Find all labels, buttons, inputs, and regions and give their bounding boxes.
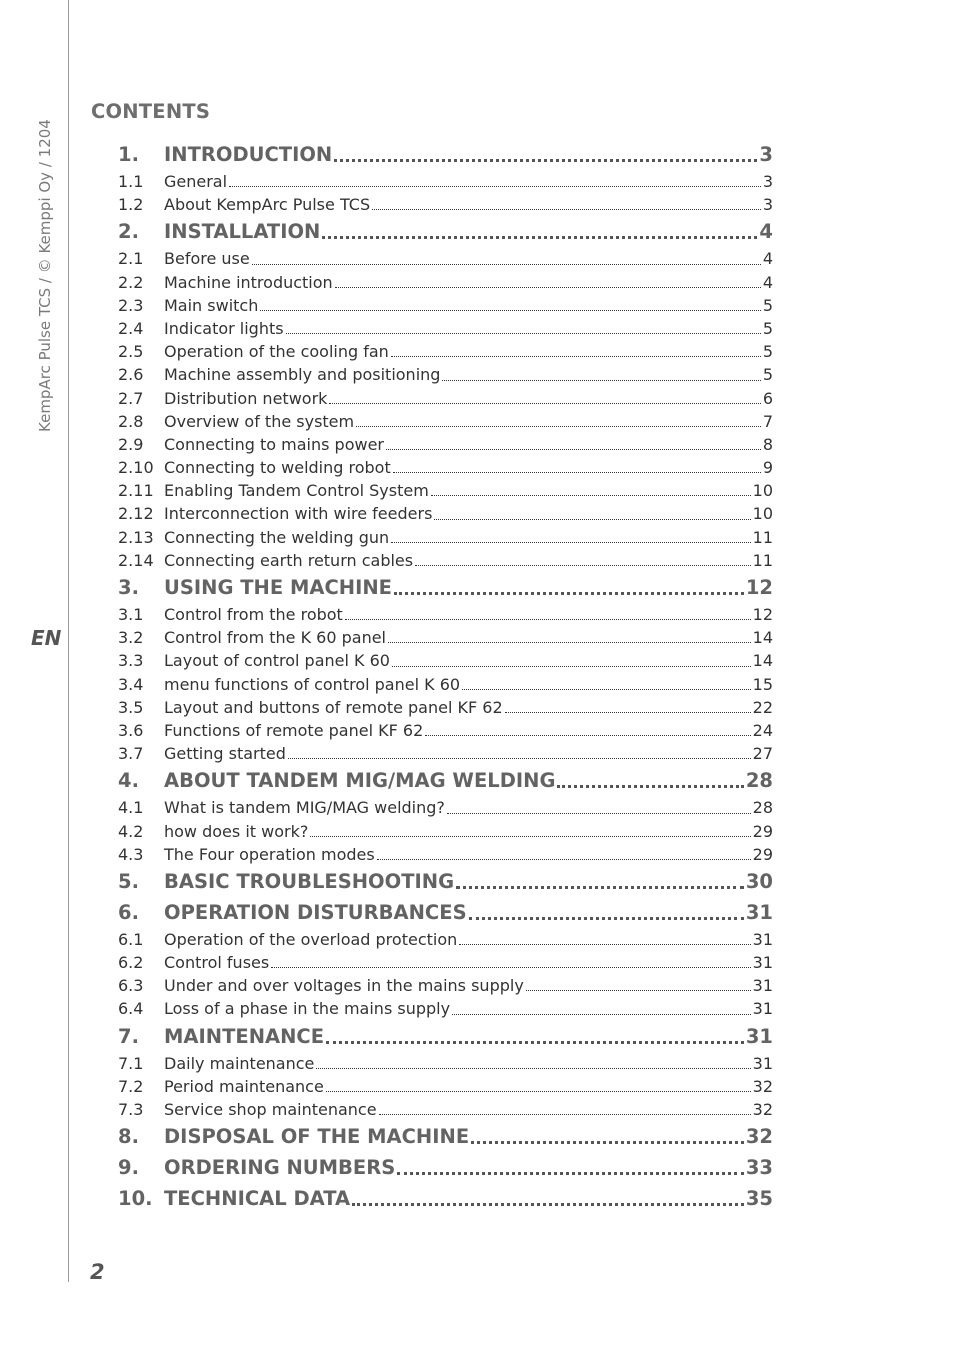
toc-entry-number: 3.6: [118, 720, 144, 740]
toc-entry-page: 3: [759, 143, 773, 166]
toc-entry-page: 3: [762, 172, 773, 191]
toc-entry-title: Distribution network: [164, 388, 328, 408]
toc-entry-title: INSTALLATION: [164, 220, 321, 244]
toc-section-entry[interactable]: [118, 673, 773, 696]
toc-dot-leader: [372, 193, 761, 216]
toc-entry-title: General: [164, 172, 228, 191]
toc-entry-number: 2.1: [118, 249, 144, 269]
toc-chapter-entry[interactable]: [118, 897, 773, 928]
toc-chapter-entry[interactable]: [118, 866, 773, 897]
toc-entry-page: 3: [762, 195, 773, 215]
toc-entry-page: 31: [752, 1053, 773, 1073]
toc-section-entry[interactable]: [118, 626, 773, 649]
toc-entry-number: 2.6: [118, 365, 144, 385]
toc-entry-title: ORDERING NUMBERS: [164, 1156, 396, 1180]
toc-dot-leader: [392, 649, 751, 672]
toc-entry-number: 6.2: [118, 953, 144, 973]
toc-dot-leader: [288, 742, 751, 765]
toc-dot-leader: [310, 820, 750, 843]
toc-entry-page: 31: [745, 1024, 773, 1048]
toc-entry-title: Operation of the overload protection: [164, 929, 458, 949]
toc-section-entry[interactable]: [118, 193, 773, 216]
toc-dot-leader: [271, 951, 750, 974]
toc-section-entry[interactable]: [118, 1052, 773, 1075]
toc-dot-leader: [345, 603, 751, 626]
toc-entry-page: 14: [752, 651, 773, 671]
toc-dot-leader: [356, 410, 761, 433]
toc-section-entry[interactable]: [118, 433, 773, 456]
toc-dot-leader: [469, 897, 744, 928]
toc-entry-page: 31: [752, 999, 773, 1019]
toc-dot-leader: [329, 387, 760, 410]
toc-entry-page: 10: [752, 504, 773, 524]
toc-dot-leader: [425, 719, 750, 742]
toc-entry-page: 29: [752, 821, 773, 841]
toc-section-entry[interactable]: [118, 502, 773, 525]
table-of-contents: [118, 139, 773, 1214]
toc-entry-page: 6: [762, 388, 773, 408]
toc-entry-title: Control from the robot: [164, 605, 343, 624]
toc-entry-number: 3.2: [118, 628, 144, 648]
toc-entry-number: 2.11: [118, 481, 154, 501]
toc-dot-leader: [391, 526, 751, 549]
toc-entry-number: 4.3: [118, 844, 144, 864]
toc-entry-page: 32: [752, 1076, 773, 1096]
toc-chapter-entry[interactable]: [118, 1121, 773, 1152]
toc-entry-page: 5: [762, 295, 773, 315]
toc-dot-leader: [388, 626, 751, 649]
toc-dot-leader: [434, 502, 750, 525]
toc-entry-number: 4.: [118, 769, 139, 793]
toc-entry-page: 7: [762, 411, 773, 431]
toc-section-entry[interactable]: [118, 719, 773, 742]
toc-entry-number: 3.4: [118, 674, 144, 694]
toc-entry-number: 2.: [118, 220, 139, 244]
toc-dot-leader: [352, 1183, 744, 1214]
toc-entry-number: 6.3: [118, 976, 144, 996]
toc-entry-number: 9.: [118, 1156, 139, 1180]
toc-entry-title: Machine assembly and positioning: [164, 365, 441, 385]
toc-section-entry[interactable]: [118, 363, 773, 386]
toc-entry-page: 5: [762, 342, 773, 362]
toc-entry-title: Enabling Tandem Control System: [164, 481, 429, 501]
toc-entry-number: 2.3: [118, 295, 144, 315]
toc-dot-leader: [260, 294, 760, 317]
toc-entry-title: Functions of remote panel KF 62: [164, 720, 424, 740]
toc-entry-number: 2.10: [118, 458, 154, 478]
toc-section-entry[interactable]: [118, 410, 773, 433]
toc-entry-title: Under and over voltages in the mains supply: [164, 976, 524, 996]
toc-chapter-entry[interactable]: [118, 572, 773, 603]
toc-entry-page: 9: [762, 458, 773, 478]
toc-entry-title: Getting started: [164, 744, 286, 764]
toc-entry-title: Interconnection with wire feeders: [164, 504, 433, 524]
toc-dot-leader: [431, 479, 751, 502]
toc-entry-title: About KempArc Pulse TCS: [164, 195, 371, 215]
toc-section-entry[interactable]: [118, 170, 773, 193]
toc-dot-leader: [557, 765, 743, 796]
toc-section-entry[interactable]: [118, 796, 773, 819]
toc-entry-page: 22: [752, 697, 773, 717]
toc-dot-leader: [415, 549, 751, 572]
toc-entry-page: 5: [762, 365, 773, 385]
toc-section-entry[interactable]: [118, 820, 773, 843]
toc-dot-leader: [379, 1098, 751, 1121]
toc-entry-number: 4.2: [118, 821, 144, 841]
toc-entry-number: 1.1: [118, 172, 144, 191]
toc-entry-number: 6.1: [118, 929, 144, 949]
toc-entry-number: 2.12: [118, 504, 154, 524]
toc-entry-number: 7.3: [118, 1100, 144, 1119]
toc-entry-number: 7.: [118, 1024, 139, 1048]
toc-entry-title: Connecting the welding gun: [164, 527, 390, 547]
page-number: 2: [90, 1260, 105, 1284]
toc-entry-title: MAINTENANCE: [164, 1024, 325, 1048]
toc-dot-leader: [334, 139, 757, 170]
toc-chapter-entry[interactable]: [118, 1152, 773, 1183]
toc-entry-page: 12: [745, 576, 773, 599]
toc-entry-title: Before use: [164, 249, 250, 269]
toc-entry-number: 3.: [118, 576, 139, 599]
toc-entry-page: 14: [752, 628, 773, 648]
toc-entry-number: 2.5: [118, 342, 144, 362]
toc-entry-page: 33: [745, 1156, 773, 1180]
toc-entry-title: Layout and buttons of remote panel KF 62: [164, 697, 503, 717]
toc-entry-title: Overview of the system: [164, 411, 355, 431]
toc-dot-leader: [471, 1121, 744, 1152]
toc-entry-title: Indicator lights: [164, 318, 284, 338]
toc-chapter-entry[interactable]: [118, 765, 773, 796]
toc-section-entry[interactable]: [118, 479, 773, 502]
toc-dot-leader: [397, 1152, 744, 1183]
toc-section-entry[interactable]: [118, 1098, 773, 1121]
toc-chapter-entry[interactable]: [118, 139, 773, 170]
toc-entry-number: 6.: [118, 900, 139, 924]
toc-entry-number: 2.9: [118, 434, 144, 454]
toc-entry-page: 5: [762, 318, 773, 338]
toc-entry-title: Operation of the cooling fan: [164, 342, 389, 362]
toc-dot-leader: [462, 673, 751, 696]
toc-entry-page: 11: [752, 527, 773, 547]
toc-entry-number: 8.: [118, 1125, 139, 1149]
toc-entry-page: 31: [752, 929, 773, 949]
toc-dot-leader: [459, 928, 750, 951]
toc-entry-title: The Four operation modes: [164, 844, 375, 864]
toc-entry-title: Control from the K 60 panel: [164, 628, 386, 648]
toc-entry-page: 31: [752, 953, 773, 973]
toc-entry-title: how does it work?: [164, 821, 309, 841]
toc-dot-leader: [526, 974, 751, 997]
toc-section-entry[interactable]: [118, 843, 773, 866]
toc-entry-title: Main switch: [164, 295, 259, 315]
toc-section-entry[interactable]: [118, 317, 773, 340]
toc-entry-number: 3.5: [118, 697, 144, 717]
toc-entry-number: 2.2: [118, 272, 144, 292]
toc-entry-number: 7.2: [118, 1076, 144, 1096]
contents-heading: CONTENTS: [91, 100, 211, 123]
toc-section-entry[interactable]: [118, 549, 773, 572]
toc-section-entry[interactable]: [118, 526, 773, 549]
toc-dot-leader: [377, 843, 751, 866]
toc-entry-title: Period maintenance: [164, 1076, 324, 1096]
toc-entry-page: 15: [752, 674, 773, 694]
side-label: KempArc Pulse TCS / © Kemppi Oy / 1204: [36, 119, 54, 432]
toc-chapter-entry[interactable]: [118, 1021, 773, 1052]
toc-entry-page: 4: [759, 220, 773, 244]
toc-entry-title: OPERATION DISTURBANCES: [164, 900, 467, 924]
toc-entry-number: 1.2: [118, 195, 144, 215]
toc-entry-number: 10.: [118, 1187, 153, 1211]
toc-entry-title: Control fuses: [164, 953, 270, 973]
toc-dot-leader: [335, 271, 761, 294]
toc-entry-number: 2.7: [118, 388, 144, 408]
language-tag: EN: [31, 626, 62, 650]
toc-entry-page: 24: [752, 720, 773, 740]
toc-dot-leader: [252, 247, 761, 270]
toc-chapter-entry[interactable]: [118, 216, 773, 247]
toc-entry-title: What is tandem MIG/MAG welding?: [164, 798, 445, 818]
toc-section-entry[interactable]: [118, 742, 773, 765]
margin-rule: [68, 0, 69, 1282]
toc-entry-number: 3.7: [118, 744, 144, 764]
toc-section-entry[interactable]: [118, 1075, 773, 1098]
toc-entry-title: Layout of control panel K 60: [164, 651, 390, 671]
toc-dot-leader: [316, 1052, 750, 1075]
toc-entry-page: 11: [752, 550, 773, 570]
toc-section-entry[interactable]: [118, 271, 773, 294]
toc-entry-number: 6.4: [118, 999, 144, 1019]
toc-entry-number: 2.8: [118, 411, 144, 431]
toc-entry-title: USING THE MACHINE: [164, 576, 393, 599]
toc-entry-title: menu functions of control panel K 60: [164, 674, 461, 694]
toc-entry-title: Machine introduction: [164, 272, 333, 292]
toc-entry-page: 29: [752, 844, 773, 864]
toc-section-entry[interactable]: [118, 974, 773, 997]
toc-dot-leader: [393, 456, 761, 479]
toc-dot-leader: [386, 433, 761, 456]
toc-dot-leader: [326, 1021, 744, 1052]
toc-section-entry[interactable]: [118, 696, 773, 719]
toc-entry-number: 4.1: [118, 798, 144, 818]
toc-entry-title: Connecting earth return cables: [164, 550, 414, 570]
toc-entry-title: INTRODUCTION: [164, 143, 333, 166]
toc-entry-page: 4: [762, 272, 773, 292]
toc-entry-number: 1.: [118, 143, 139, 166]
toc-entry-title: Connecting to mains power: [164, 434, 384, 454]
toc-section-entry[interactable]: [118, 387, 773, 410]
toc-dot-leader: [394, 572, 744, 603]
toc-section-entry[interactable]: [118, 603, 773, 626]
toc-entry-number: 3.3: [118, 651, 144, 671]
toc-entry-page: 30: [745, 869, 773, 893]
toc-entry-title: ABOUT TANDEM MIG/MAG WELDING: [164, 769, 556, 793]
toc-chapter-entry[interactable]: [118, 1183, 773, 1214]
toc-dot-leader: [456, 866, 744, 897]
toc-section-entry[interactable]: [118, 456, 773, 479]
toc-section-entry[interactable]: [118, 294, 773, 317]
toc-entry-page: 31: [752, 976, 773, 996]
toc-entry-number: 2.14: [118, 550, 154, 570]
toc-entry-title: Daily maintenance: [164, 1053, 315, 1073]
toc-entry-page: 32: [752, 1100, 773, 1119]
toc-entry-page: 8: [762, 434, 773, 454]
toc-entry-number: 2.4: [118, 318, 144, 338]
toc-entry-number: 3.1: [118, 605, 144, 624]
toc-dot-leader: [452, 997, 751, 1020]
toc-entry-page: 27: [752, 744, 773, 764]
toc-entry-number: 5.: [118, 869, 139, 893]
toc-entry-number: 2.13: [118, 527, 154, 547]
toc-entry-page: 10: [752, 481, 773, 501]
toc-section-entry[interactable]: [118, 997, 773, 1020]
toc-dot-leader: [442, 363, 760, 386]
toc-section-entry[interactable]: [118, 340, 773, 363]
toc-entry-title: BASIC TROUBLESHOOTING: [164, 869, 455, 893]
toc-entry-title: TECHNICAL DATA: [164, 1187, 351, 1211]
toc-entry-title: DISPOSAL OF THE MACHINE: [164, 1125, 470, 1149]
toc-section-entry[interactable]: [118, 649, 773, 672]
toc-entry-page: 28: [752, 798, 773, 818]
toc-section-entry[interactable]: [118, 951, 773, 974]
toc-entry-page: 32: [745, 1125, 773, 1149]
toc-entry-number: 7.1: [118, 1053, 144, 1073]
toc-section-entry[interactable]: [118, 247, 773, 270]
toc-dot-leader: [391, 340, 761, 363]
toc-entry-title: Loss of a phase in the mains supply: [164, 999, 451, 1019]
toc-dot-leader: [447, 796, 751, 819]
toc-dot-leader: [505, 696, 751, 719]
toc-dot-leader: [326, 1075, 751, 1098]
toc-dot-leader: [286, 317, 761, 340]
toc-entry-page: 28: [745, 769, 773, 793]
toc-entry-title: Connecting to welding robot: [164, 458, 391, 478]
toc-entry-page: 12: [752, 605, 773, 624]
toc-dot-leader: [322, 216, 757, 247]
toc-dot-leader: [229, 170, 761, 193]
toc-entry-page: 4: [762, 249, 773, 269]
toc-entry-title: Service shop maintenance: [164, 1100, 377, 1119]
toc-section-entry[interactable]: [118, 928, 773, 951]
toc-entry-page: 35: [745, 1187, 773, 1211]
toc-entry-page: 31: [745, 900, 773, 924]
